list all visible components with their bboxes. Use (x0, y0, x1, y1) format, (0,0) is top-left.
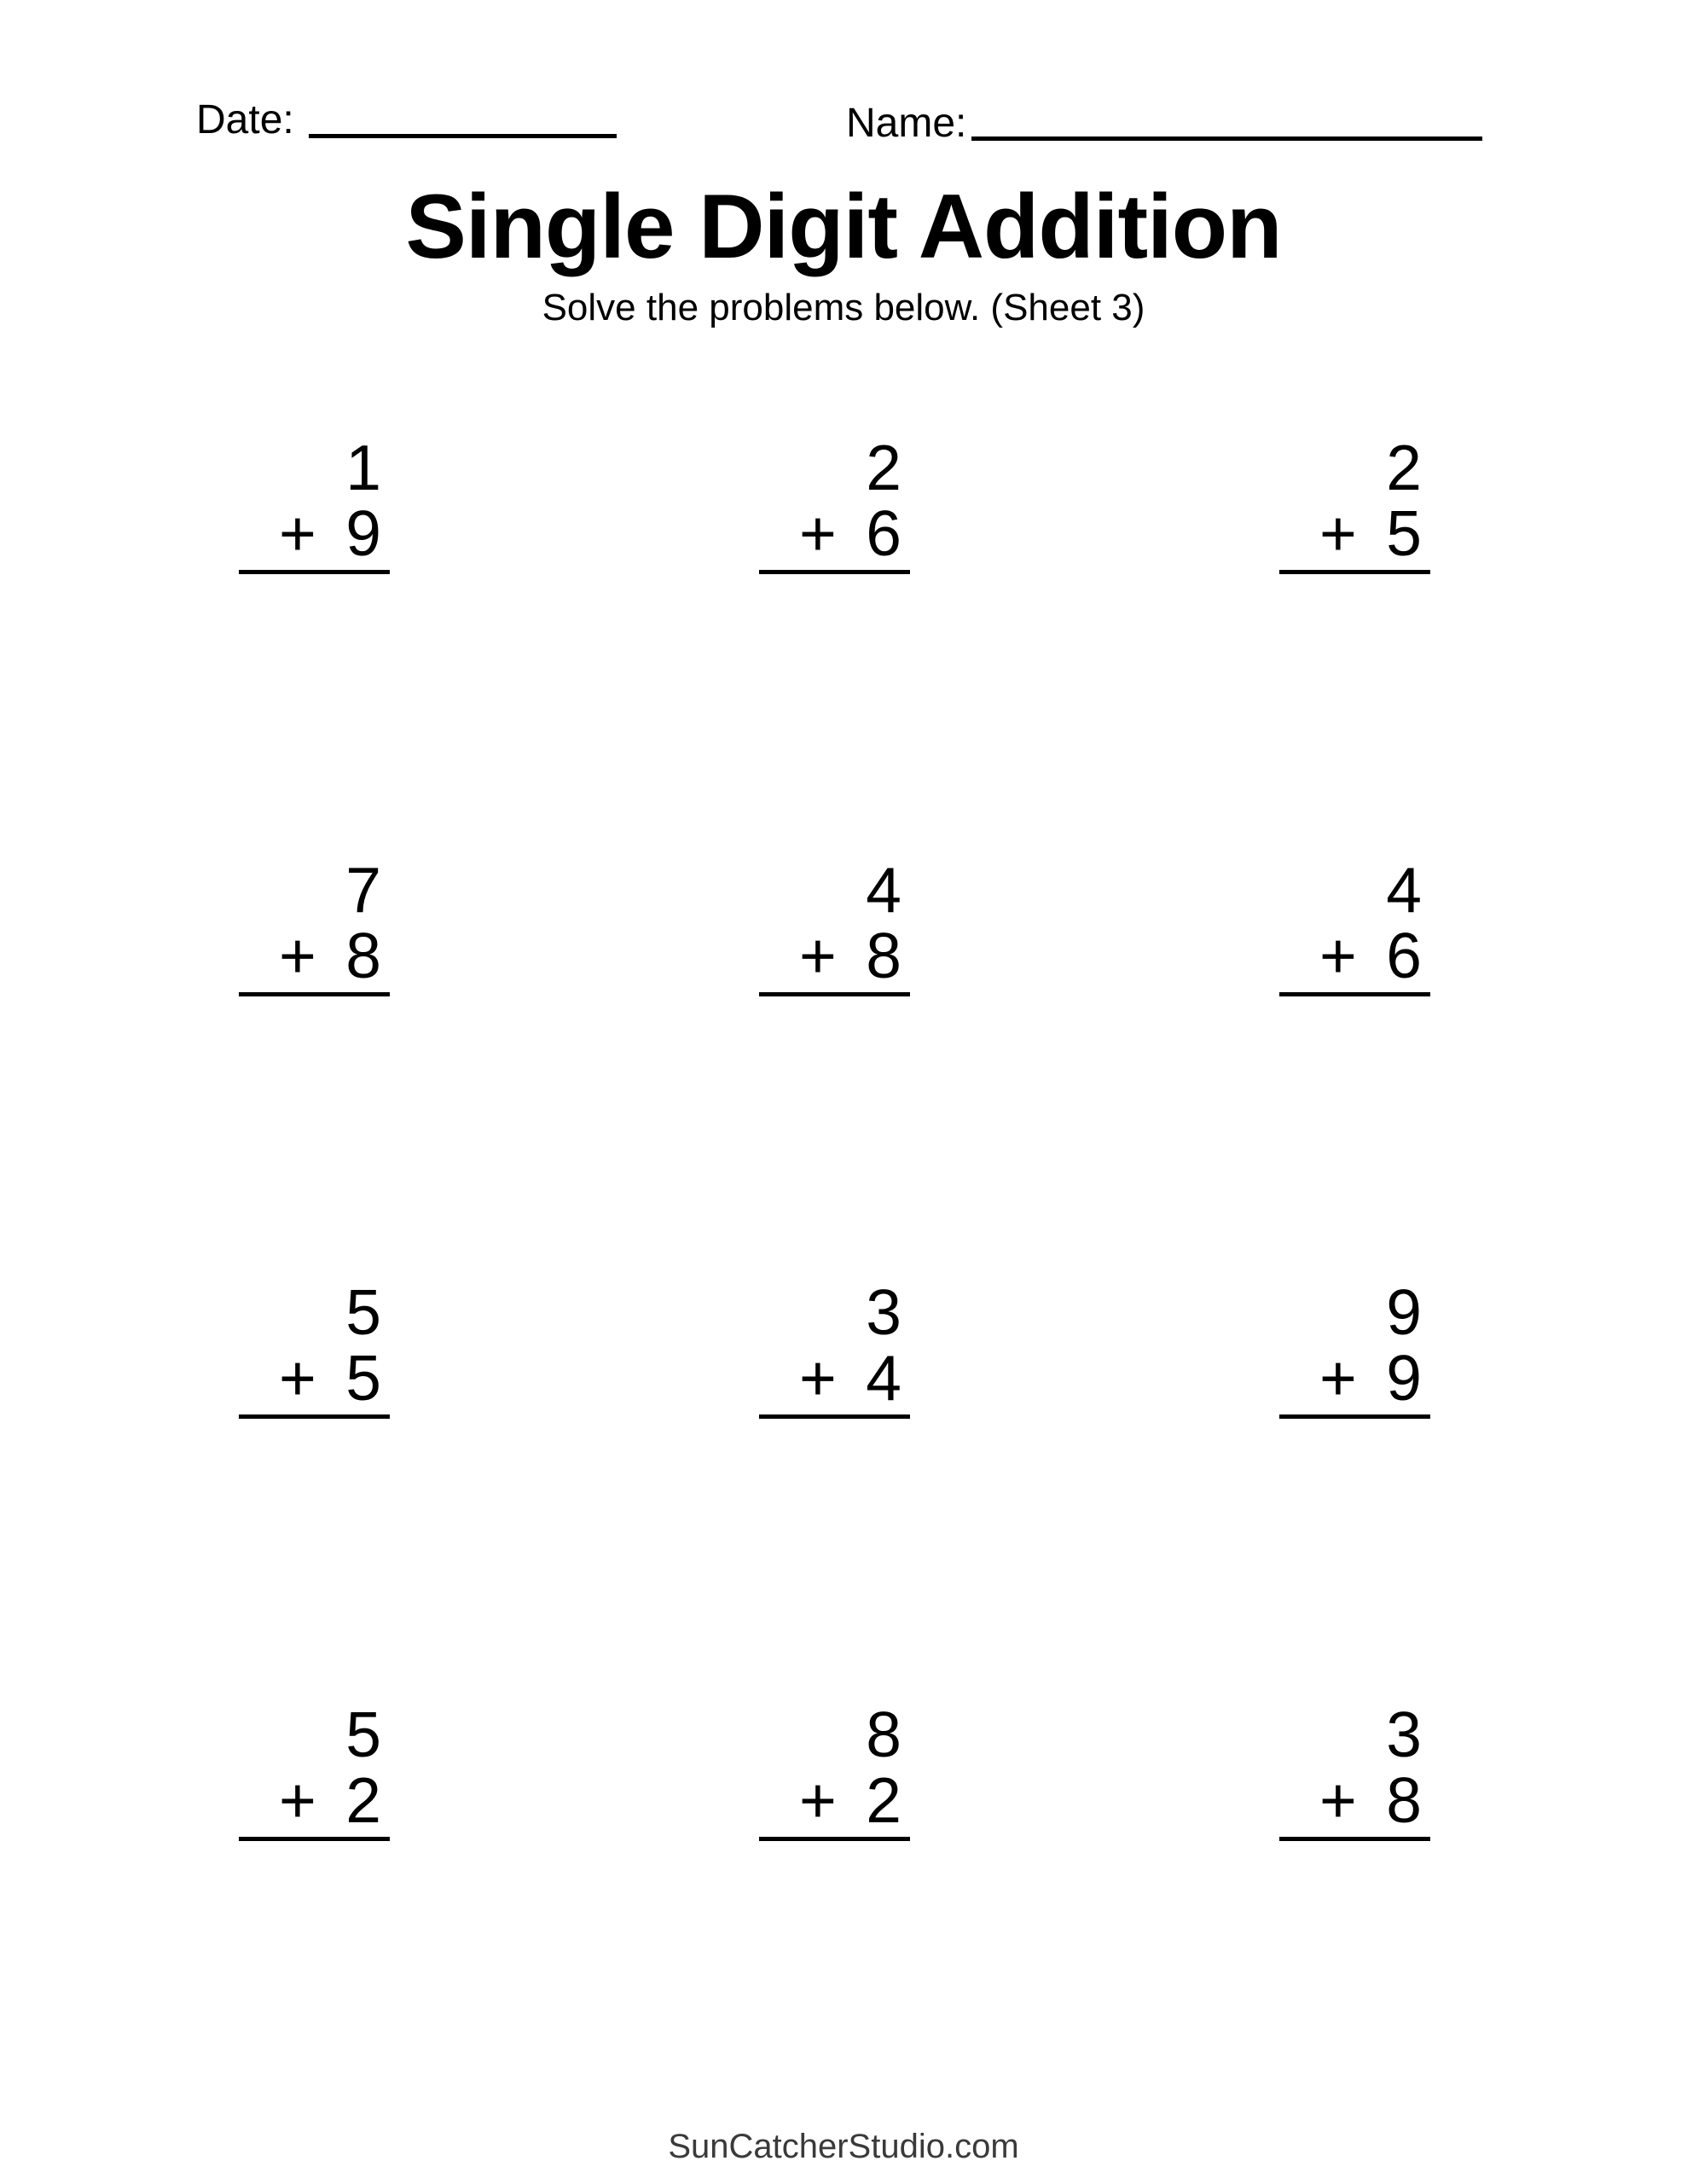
top-operand: 5 (345, 1276, 381, 1348)
name-label: Name: (846, 101, 967, 146)
bottom-operand: 2 (345, 1764, 381, 1836)
bottom-operand: 5 (345, 1342, 381, 1414)
top-operand: 2 (1386, 432, 1422, 503)
addition-problem-9[interactable] (1279, 1276, 1430, 1419)
plus-operator: + (1319, 1764, 1357, 1836)
top-operand: 1 (345, 432, 381, 503)
addition-problem-10[interactable] (239, 1699, 390, 1841)
name-fill-in-line[interactable] (971, 136, 1482, 141)
top-operand: 5 (345, 1699, 381, 1770)
bottom-operand: 8 (1386, 1764, 1422, 1836)
addition-problem-2[interactable] (759, 432, 910, 574)
top-operand: 8 (866, 1699, 901, 1770)
bottom-operand: 4 (866, 1342, 901, 1414)
problems-grid (239, 432, 1430, 1841)
plus-operator: + (279, 920, 316, 991)
top-operand: 3 (866, 1276, 901, 1348)
bottom-operand: 6 (866, 497, 901, 569)
addition-problem-1[interactable] (239, 432, 390, 574)
bottom-operand: 8 (866, 920, 901, 991)
date-fill-in-line[interactable] (309, 134, 617, 138)
plus-operator: + (1319, 1342, 1357, 1414)
addition-problem-3[interactable] (1279, 432, 1430, 574)
worksheet-title: Single Digit Addition (405, 175, 1282, 277)
bottom-operand: 9 (1386, 1342, 1422, 1414)
plus-operator: + (799, 920, 837, 991)
bottom-operand: 2 (866, 1764, 901, 1836)
bottom-operand: 6 (1386, 920, 1422, 991)
bottom-operand: 9 (345, 497, 381, 569)
addition-problem-8[interactable] (759, 1276, 910, 1419)
plus-operator: + (279, 497, 316, 569)
bottom-operand: 8 (345, 920, 381, 991)
plus-operator: + (799, 1342, 837, 1414)
addition-problem-6[interactable] (1279, 854, 1430, 996)
footer-site-credit: SunCatcherStudio.com (668, 2128, 1019, 2165)
top-operand: 4 (1386, 854, 1422, 926)
addition-problem-11[interactable] (759, 1699, 910, 1841)
addition-problem-4[interactable] (239, 854, 390, 996)
date-label: Date: (196, 97, 294, 142)
top-operand: 7 (345, 854, 381, 926)
plus-operator: + (1319, 920, 1357, 991)
addition-problem-7[interactable] (239, 1276, 390, 1419)
plus-operator: + (799, 1764, 837, 1836)
plus-operator: + (1319, 497, 1357, 569)
top-operand: 9 (1386, 1276, 1422, 1348)
top-operand: 3 (1386, 1699, 1422, 1770)
worksheet-subtitle: Solve the problems below. (Sheet 3) (542, 287, 1145, 328)
plus-operator: + (279, 1342, 316, 1414)
plus-operator: + (799, 497, 837, 569)
addition-problem-5[interactable] (759, 854, 910, 996)
plus-operator: + (279, 1764, 316, 1836)
top-operand: 4 (866, 854, 901, 926)
bottom-operand: 5 (1386, 497, 1422, 569)
top-operand: 2 (866, 432, 901, 503)
addition-problem-12[interactable] (1279, 1699, 1430, 1841)
